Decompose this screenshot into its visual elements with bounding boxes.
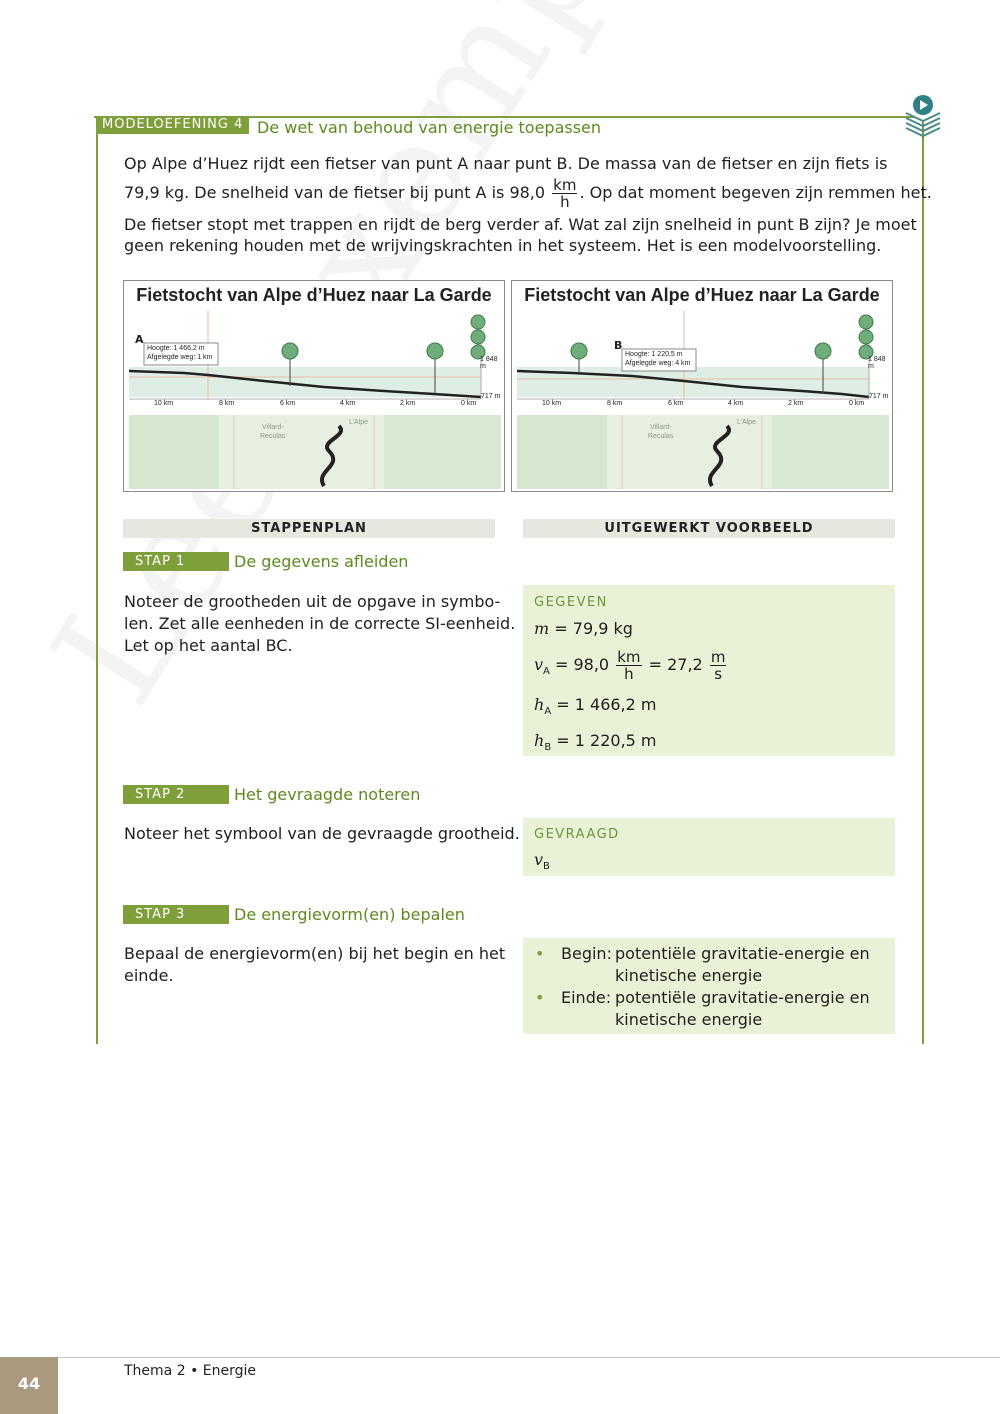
problem-line-3: De fietser stopt met trappen en rijdt de berg verder af. Wat zal zijn snelheid in punt B zijn? Je moet [124,215,917,234]
unit-numerator: km [553,176,577,194]
step-2-text-1: Noteer het symbool van de gevraagde grootheid. [124,824,520,843]
problem-line-2 [124,177,932,210]
bullet-icon: • [535,944,545,963]
step-3-text-1: Bepaal de energievorm(en) bij het begin en het [124,944,506,963]
exercise-tag: MODELOEFENING 4 [96,116,249,134]
mass-value: = 79,9 kg [554,619,633,638]
step-1-text-3: Let op het aantal BC. [124,636,293,655]
problem-line-1: Op Alpe d’Huez rijdt een fietser van punt A naar punt B. De massa van de fietser en zijn fiets is [124,154,888,173]
chart-b-tick: 6 km [668,400,684,407]
mass-symbol: m [534,619,550,638]
given-height-a [534,695,656,717]
step-3-title: De energievorm(en) bepalen [234,905,465,924]
chart-b-title: Fietstocht van Alpe d’Huez naar La Garde [524,285,880,305]
chart-b-tooltip-distance: Afgelegde weg: 4 km [625,360,691,367]
chart-a-ymin: 717 m [481,393,501,400]
height-b-value: = 1 220,5 m [556,731,657,750]
energy-end-text-1: potentiële gravitatie-energie en [615,988,870,1007]
energy-end-label: Einde: [561,988,612,1007]
problem-line-4: geen rekening houden met de wrijvingskrachten in het systeem. Het is een modelvoorstelling. [124,236,882,255]
chart-a-title: Fietstocht van Alpe d’Huez naar La Garde [136,285,492,305]
footer-rule [0,1357,1000,1358]
chart-b-ymax: 1 848 m [868,356,886,370]
chart-b-map-label: L’Alpe [737,419,757,426]
elevation-chart-b [511,280,893,492]
energy-end-text-2: kinetische energie [615,1010,763,1029]
step-1-title: De gegevens afleiden [234,552,409,571]
chart-b-map-label: Reculas [648,433,674,440]
energy-box [523,938,895,1034]
step-1-tag: STAP 1 [123,552,229,571]
given-caption: GEGEVEN [534,595,608,610]
uitgewerkt-voorbeeld-header: UITGEWERKT VOORBEELD [523,519,895,538]
given-box [523,585,895,756]
height-a-symbol: h [534,695,545,714]
chart-a-tooltip-height: Hoogte: 1 466,2 m [147,345,205,352]
elevation-chart-b-graphic [512,281,892,491]
chart-a-tooltip [147,344,212,362]
chart-a-tick: 8 km [219,400,235,407]
problem-line-2-start: 79,9 kg. De snelheid van de fietser bij punt A is 98,0 [124,183,546,202]
chart-a-map-label: L’Alpe [349,419,369,426]
speed-unit-fraction [552,177,577,210]
unit-denominator: h [560,193,570,211]
energy-begin-text-2: kinetische energie [615,966,763,985]
chart-a-map-label: Reculas [260,433,286,440]
footer-chapter: Thema 2 • Energie [124,1363,257,1379]
step-3-tag: STAP 3 [123,905,229,924]
frame-right-rule [922,116,924,1044]
speed-unit-1 [616,649,641,682]
bullet-icon: • [535,988,545,1007]
height-a-value: = 1 466,2 m [556,695,657,714]
step-1-text-2: len. Zet alle eenheden in de correcte SI-eenheid. [124,614,516,633]
speed-unit-2-den: s [714,665,723,683]
asked-symbol: v [534,850,544,869]
chart-b-tick: 0 km [849,400,865,407]
step-3-text-2: einde. [124,966,174,985]
page-number: 44 [0,1357,58,1414]
chart-a-tick: 0 km [461,400,477,407]
play-layers-icon[interactable] [902,94,944,138]
chart-b-tick: 2 km [788,400,804,407]
elevation-chart-a-graphic [124,281,504,491]
exercise-title: De wet van behoud van energie toepassen [257,118,602,137]
chart-a-tick: 2 km [400,400,416,407]
speed-subscript: A [543,666,550,678]
energy-begin-text-1: potentiële gravitatie-energie en [615,944,870,963]
problem-line-2-end: . Op dat moment begeven zijn remmen het. [579,183,932,202]
energy-begin-label: Begin: [561,944,612,963]
chart-b-tooltip [625,350,690,368]
speed-unit-2 [710,649,727,682]
chart-b-ymin: 717 m [869,393,889,400]
asked-caption: GEVRAAGD [534,827,620,842]
asked-subscript: B [543,861,550,873]
speed-unit-1-den: h [624,665,634,683]
chart-a-point-label: A [135,333,144,346]
speed-unit-2-num: m [710,648,726,666]
chart-b-tick: 4 km [728,400,744,407]
given-mass [534,619,633,638]
chart-b-point-label: B [614,339,623,352]
chart-b-tick: 10 km [542,400,562,407]
speed-symbol: v [534,655,544,674]
chart-a-tick: 6 km [280,400,296,407]
height-a-subscript: A [544,706,552,718]
height-b-symbol: h [534,731,545,750]
given-height-b [534,731,657,753]
chart-b-map-label: Villard- [650,424,672,431]
step-1-text-1: Noteer de grootheden uit de opgave in symbo- [124,592,501,611]
elevation-chart-a [123,280,505,492]
chart-a-tick: 10 km [154,400,174,407]
chart-b-tooltip-height: Hoogte: 1 220,5 m [625,351,683,358]
chart-a-tooltip-distance: Afgelegde weg: 1 km [147,354,213,361]
speed-unit-1-num: km [617,648,641,666]
chart-b-tick: 8 km [607,400,623,407]
height-b-subscript: B [544,742,552,754]
chart-a-map-label: Villard- [262,424,284,431]
frame-left-rule [96,134,98,1044]
asked-quantity [534,850,550,872]
stappenplan-header: STAPPENPLAN [123,519,495,538]
speed-value-1: = 98,0 [554,655,610,674]
step-2-title: Het gevraagde noteren [234,785,421,804]
chart-a-tick: 4 km [340,400,356,407]
chart-a-ymax: 1 848 m [480,356,498,370]
given-speed [534,649,728,682]
speed-value-2: = 27,2 [648,655,703,674]
asked-box [523,818,895,876]
step-2-tag: STAP 2 [123,785,229,804]
